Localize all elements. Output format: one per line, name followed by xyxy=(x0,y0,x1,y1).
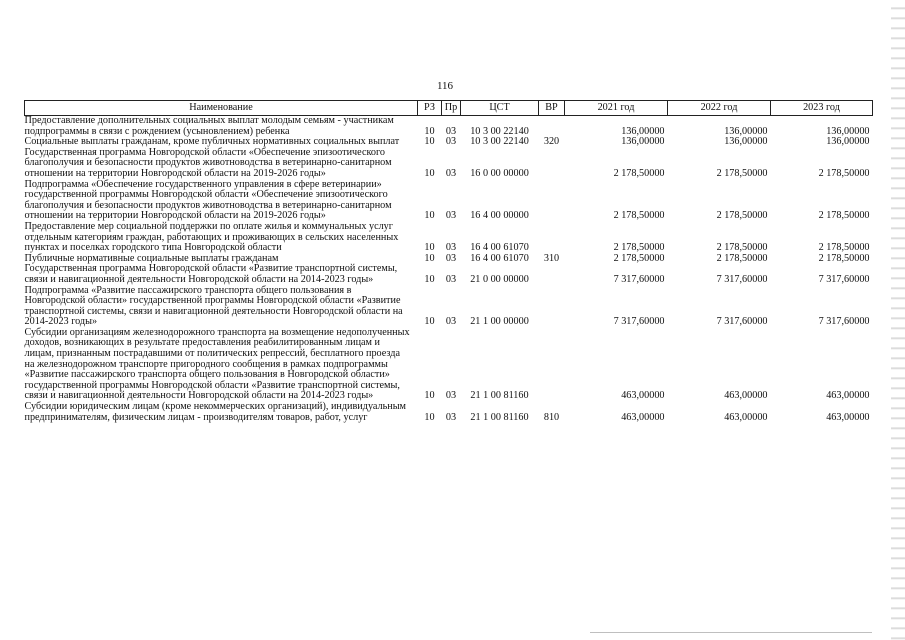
row-pr: 03 xyxy=(445,252,457,264)
row-pr: 03 xyxy=(445,210,457,222)
row-name: Предоставление дополнительных социальных выплат молодым семьям - участникам подпрограммы в связи с рождением (усыновлением) ребенка xyxy=(24,115,394,137)
row-rz: 10 xyxy=(424,167,435,179)
row-name: Социальные выплаты гражданам, кроме публичных нормативных социальных выплат xyxy=(24,136,400,148)
row-2023: 7 317,60000 xyxy=(818,316,870,328)
scan-edge-artifact xyxy=(891,0,905,640)
row-2023: 136,00000 xyxy=(826,136,870,148)
table-row xyxy=(25,180,873,222)
row-rz: 10 xyxy=(424,242,435,254)
table-row xyxy=(25,286,873,328)
row-vr xyxy=(539,180,565,222)
row-cst: 16 4 00 00000 xyxy=(470,210,529,222)
row-2023: 2 178,50000 xyxy=(818,242,870,254)
row-2023: 463,00000 xyxy=(826,411,870,423)
row-vr xyxy=(539,264,565,285)
row-2021: 7 317,60000 xyxy=(613,316,665,328)
row-rz: 10 xyxy=(424,411,435,423)
row-cst: 21 1 00 81160 xyxy=(470,411,529,423)
row-pr: 03 xyxy=(445,273,457,285)
row-cst: 16 4 00 61070 xyxy=(470,242,529,254)
table-row xyxy=(25,222,873,254)
row-name: Публичные нормативные социальные выплаты гражданам xyxy=(24,252,279,264)
row-2022: 463,00000 xyxy=(724,390,768,402)
row-2022: 2 178,50000 xyxy=(716,252,768,264)
row-vr: 320 xyxy=(543,136,560,148)
row-rz: 10 xyxy=(424,390,435,402)
row-cst: 10 3 00 22140 xyxy=(470,136,529,148)
header-name: Наименование xyxy=(25,101,418,116)
header-2023: 2023 год xyxy=(771,101,873,116)
row-2021: 136,00000 xyxy=(621,125,665,137)
row-rz: 10 xyxy=(424,125,435,137)
row-name: Подпрограмма «Обеспечение государственного управления в сфере ветеринарии» государственной программы Новгородской области «Обеспечение эпизоотического благополучия и безопасности продуктов животноводства в ветеринарно-санитарном отношении на территории Новгородской области на 2019-2026 годы» xyxy=(24,178,392,222)
row-pr: 03 xyxy=(445,242,457,254)
row-vr xyxy=(539,116,565,138)
row-2023: 2 178,50000 xyxy=(818,167,870,179)
row-name: Государственная программа Новгородской области «Развитие транспортной системы, связи и навигационной деятельности Новгородской области на 2014-2023 годы» xyxy=(24,263,398,285)
row-2022: 7 317,60000 xyxy=(716,316,768,328)
row-2021: 463,00000 xyxy=(621,411,665,423)
header-2022: 2022 год xyxy=(668,101,771,116)
row-vr: 310 xyxy=(543,252,560,264)
row-rz: 10 xyxy=(424,316,435,328)
row-pr: 03 xyxy=(445,125,457,137)
row-2022: 136,00000 xyxy=(724,125,768,137)
row-pr: 03 xyxy=(445,167,457,179)
row-rz: 10 xyxy=(424,252,435,264)
row-2022: 7 317,60000 xyxy=(716,273,768,285)
row-vr xyxy=(539,222,565,254)
table-row xyxy=(25,116,873,138)
row-name: Субсидии юридическим лицам (кроме некоммерческих организаций), индивидуальным предпринимателям, физическим лицам - производителям товаров, работ, услуг xyxy=(24,401,406,423)
row-vr xyxy=(539,328,565,402)
table-row xyxy=(25,264,873,285)
row-2021: 2 178,50000 xyxy=(613,210,665,222)
row-name: Субсидии организациям железнодорожного транспорта на возмещение недополученных доходов, возникающих в результате предоставления реабилитированным лицам и лицам, признанным пострадавшими от политических репрессий, бесплатного проезда на железнодорожном транспорте пригородного сообщения в рамках подпрограммы «Развитие пассажирского транспорта общего пользования в Новгородской области» государственной программы Новгородской области «Развитие транспортной системы, связи и навигационной деятельности Новгородской области на 2014-2023 годы» xyxy=(24,326,410,402)
row-2021: 136,00000 xyxy=(621,136,665,148)
header-rz: РЗ xyxy=(418,101,442,116)
row-2021: 7 317,60000 xyxy=(613,273,665,285)
row-2022: 136,00000 xyxy=(724,136,768,148)
row-2022: 2 178,50000 xyxy=(716,242,768,254)
row-2023: 136,00000 xyxy=(826,125,870,137)
header-cst: ЦСТ xyxy=(461,101,539,116)
row-rz: 10 xyxy=(424,210,435,222)
row-name: Предоставление мер социальной поддержки по оплате жилья и коммунальных услуг отдельным категориям граждан, работающих и проживающих в сельских населенных пунктах и поселках городского типа Новгородской области xyxy=(24,220,399,254)
header-pr: Пр xyxy=(442,101,461,116)
row-2021: 2 178,50000 xyxy=(613,242,665,254)
row-vr xyxy=(539,148,565,180)
table-row xyxy=(25,328,873,402)
row-cst: 10 3 00 22140 xyxy=(470,125,529,137)
row-2023: 7 317,60000 xyxy=(818,273,870,285)
table-row xyxy=(25,148,873,180)
header-vr: ВР xyxy=(539,101,565,116)
row-2021: 2 178,50000 xyxy=(613,167,665,179)
row-vr: 810 xyxy=(543,411,560,423)
row-2021: 463,00000 xyxy=(621,390,665,402)
row-cst: 16 0 00 00000 xyxy=(470,167,529,179)
row-pr: 03 xyxy=(445,316,457,328)
row-rz: 10 xyxy=(424,136,435,148)
table-row xyxy=(25,402,873,423)
row-2021: 2 178,50000 xyxy=(613,252,665,264)
row-pr: 03 xyxy=(445,411,457,423)
row-cst: 21 0 00 00000 xyxy=(470,273,529,285)
bottom-rule xyxy=(590,632,872,633)
table-body xyxy=(25,116,873,424)
budget-table xyxy=(24,100,873,423)
row-2022: 463,00000 xyxy=(724,411,768,423)
row-name: Подпрограмма «Развитие пассажирского транспорта общего пользования в Новгородской области» государственной программы Новгородской области «Развитие транспортной системы, связи и навигационной деятельности Новгородской области на 2014-2023 годы» xyxy=(24,284,403,328)
row-2022: 2 178,50000 xyxy=(716,210,768,222)
row-2022: 2 178,50000 xyxy=(716,167,768,179)
row-cst: 21 1 00 00000 xyxy=(470,316,529,328)
row-cst: 21 1 00 81160 xyxy=(470,390,529,402)
row-name: Государственная программа Новгородской области «Обеспечение эпизоотического благополучия и безопасности продуктов животноводства в ветеринарно-санитарном отношении на территории Новгородской области на 2019-2026 годы» xyxy=(24,146,392,179)
row-pr: 03 xyxy=(445,136,457,148)
row-pr: 03 xyxy=(445,390,457,402)
table-header xyxy=(25,101,873,116)
row-2023: 463,00000 xyxy=(826,390,870,402)
row-cst: 16 4 00 61070 xyxy=(470,252,529,264)
row-vr xyxy=(539,286,565,328)
row-rz: 10 xyxy=(424,273,435,285)
row-2023: 2 178,50000 xyxy=(818,210,870,222)
row-2023: 2 178,50000 xyxy=(818,252,870,264)
header-2021: 2021 год xyxy=(565,101,668,116)
page-number: 116 xyxy=(436,80,454,92)
